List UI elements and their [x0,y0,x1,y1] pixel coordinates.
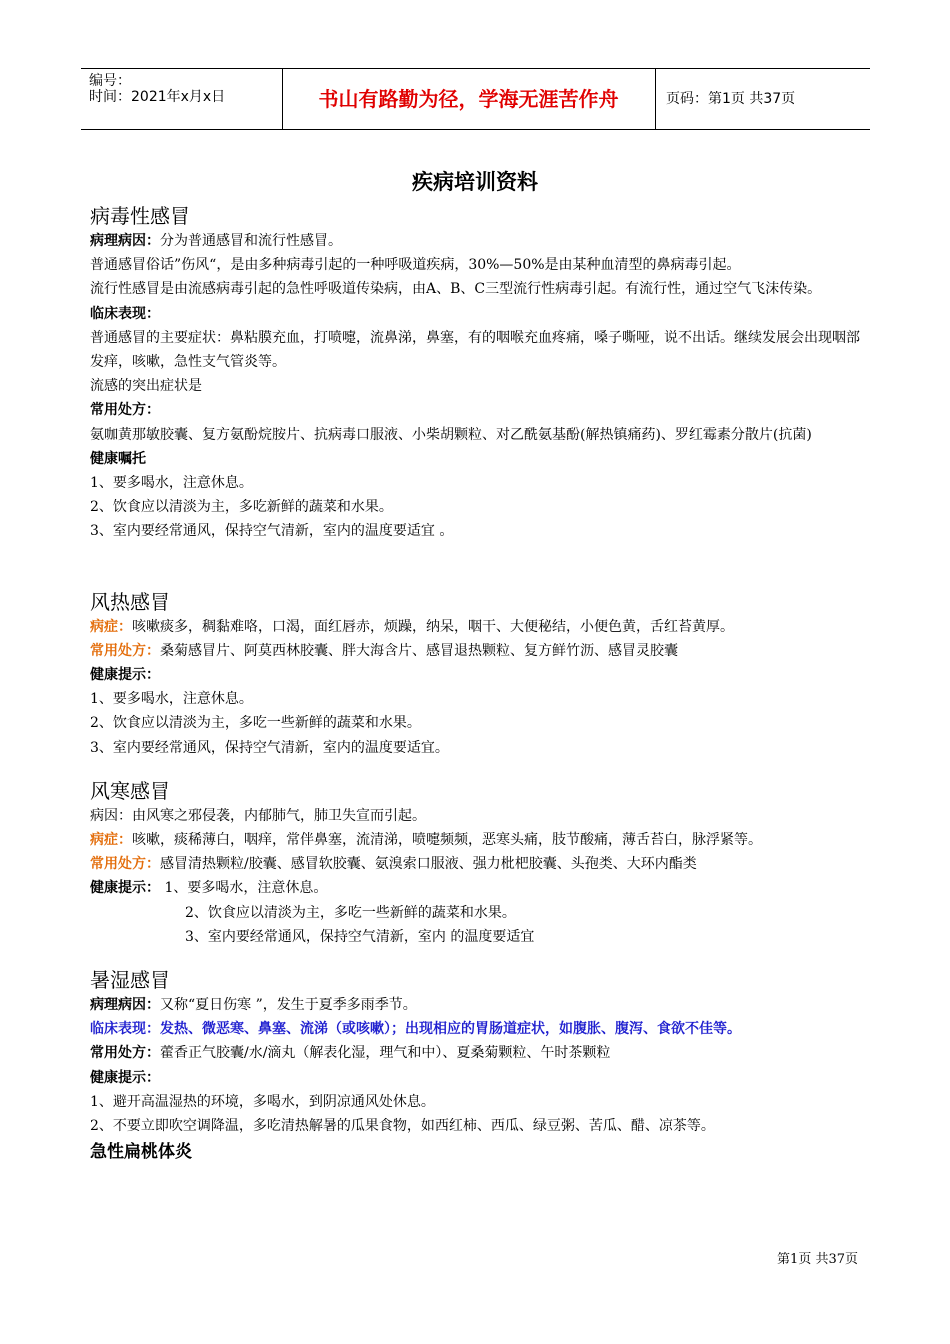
cause-label: 病理病因： [90,233,160,249]
list-item: 2、不要立即吹空调降温，多吃清热解暑的瓜果食物，如西红柿、西瓜、绿豆粥、苦瓜、醋、凉茶等。 [90,1118,715,1135]
list-item: 1、避开高温湿热的环境，多喝水，到阴凉通风处休息。 [90,1093,435,1110]
list-item: 2、饮食应以清淡为主，多吃新鲜的蔬菜和水果。 [90,499,393,516]
paragraph [90,876,870,900]
paragraph [90,229,870,253]
advice-label: 健康提示： [90,667,160,684]
clinical-text: 临床表现：发热、微恶寒、鼻塞、流涕（或咳嗽）；出现相应的胃肠道症状，如腹胀、腹泻、食欲不佳等。 [90,1021,741,1038]
page-footer: 第1页 共37页 [777,1252,858,1267]
symptom-text: 咳嗽痰多，稠黏难咯，口渴，面红唇赤，烦躁，纳呆，咽干、大便秘结，小便色黄，舌红苔黄厚。 [132,618,734,635]
list-item: 1、要多喝水，注意休息。 [164,880,328,897]
header-motto-cell [282,69,656,129]
list-item: 3、室内要经常通风，保持空气清新，室内的温度要适宜 。 [90,523,454,540]
motto: 书山有路勤为径，学海无涯苦作舟 [318,87,619,111]
prescription-text: 氨咖黄那敏胶囊、复方氨酚烷胺片、抗病毒口服液、小柴胡颗粒、对乙酰氨基酚(解热镇痛药)、罗红霉素分散片(抗菌) [90,426,812,443]
advice-label: 健康嘱托 [90,450,146,467]
symptom-label: 病症： [90,618,132,635]
prescription-text: 桑菊感冒片、阿莫西林胶囊、胖大海含片、感冒退热颗粒、复方鲜竹沥、感冒灵胶囊 [160,642,678,659]
paragraph: 普通感冒的主要症状：鼻粘膜充血，打喷嚏，流鼻涕，鼻塞，有的咽喉充血疼痛，嗓子嘶哑，说不出话。继续发展会出现咽部发痒，咳嗽，急性支气管炎等。 [90,329,860,371]
prescription-label: 常用处方： [90,1045,160,1062]
cause-text: 病因：由风寒之邪侵袭，内郁肺气，肺卫失宣而引起。 [90,807,426,824]
prescription-label: 常用处方： [90,642,160,659]
paragraph [90,993,870,1017]
paragraph: 流行性感冒是由流感病毒引起的急性呼吸道传染病，由A、B、C三型流行性病毒引起。有流行性，通过空气飞沫传染。 [90,281,822,298]
header-meta-cell [81,69,283,129]
cause-label: 病理病因： [90,997,160,1014]
paragraph [90,828,870,852]
cause-text: 分为普通感冒和流行性感冒。 [160,233,342,249]
list-item: 1、要多喝水，注意休息。 [90,475,253,492]
document-body [90,203,870,1166]
cause-text: 又称“夏日伤寒 ”，发生于夏季多雨季节。 [160,997,417,1014]
prescription-text: 藿香正气胶囊/水/滴丸（解表化湿，理气和中）、夏桑菊颗粒、午时茶颗粒 [160,1045,611,1062]
section-heading-wind-heat-cold: 风热感冒 [90,589,170,614]
section-heading-viral-cold: 病毒性感冒 [90,204,190,228]
list-item: 2、饮食应以清淡为主，多吃一些新鲜的蔬菜和水果。 [90,715,421,732]
paragraph [90,639,870,663]
list-item: 2、饮食应以清淡为主，多吃一些新鲜的蔬菜和水果。 [185,904,516,921]
list-item: 3、室内要经常通风，保持空气清新，室内 的温度要适宜 [185,928,535,945]
page-header [81,68,870,130]
symptom-label: 病症： [90,832,132,849]
prescription-label: 常用处方： [90,402,160,419]
paragraph [90,615,870,639]
paragraph [90,852,870,876]
prescription-text: 感冒清热颗粒/胶囊、感冒软胶囊、氨溴索口服液、强力枇杷胶囊、头孢类、大环内酯类 [160,856,697,873]
list-item: 3、室内要经常通风，保持空气清新，室内的温度要适宜。 [90,739,449,756]
advice-label: 健康提示： [90,880,160,897]
section-heading-wind-cold: 风寒感冒 [90,778,170,803]
paragraph: 普通感冒俗话”伤风“，是由多种病毒引起的一种呼吸道疾病，30%—50%是由某种血清型的鼻病毒引起。 [90,257,741,274]
page-number: 页码：第1页 共37页 [666,91,796,107]
paragraph [90,1041,870,1065]
section-heading-acute-tonsillitis: 急性扁桃体炎 [90,1142,192,1163]
advice-label: 健康提示： [90,1069,160,1086]
clinical-label: 临床表现： [90,305,160,322]
section-heading-summer-damp-cold: 暑湿感冒 [90,968,170,993]
symptom-text: 咳嗽，痰稀薄白，咽痒，常伴鼻塞，流清涕，喷嚏频频，恶寒头痛，肢节酸痛，薄舌苔白，脉浮紧等。 [132,832,762,849]
serial-label: 编号： [89,73,131,89]
paragraph: 流感的突出症状是 [90,378,202,395]
list-item: 1、要多喝水，注意休息。 [90,691,253,708]
document-title: 疾病培训资料 [412,170,538,194]
header-page-cell [656,69,870,129]
prescription-label: 常用处方： [90,856,160,873]
time-label: 时间：2021年x月x日 [89,89,226,105]
